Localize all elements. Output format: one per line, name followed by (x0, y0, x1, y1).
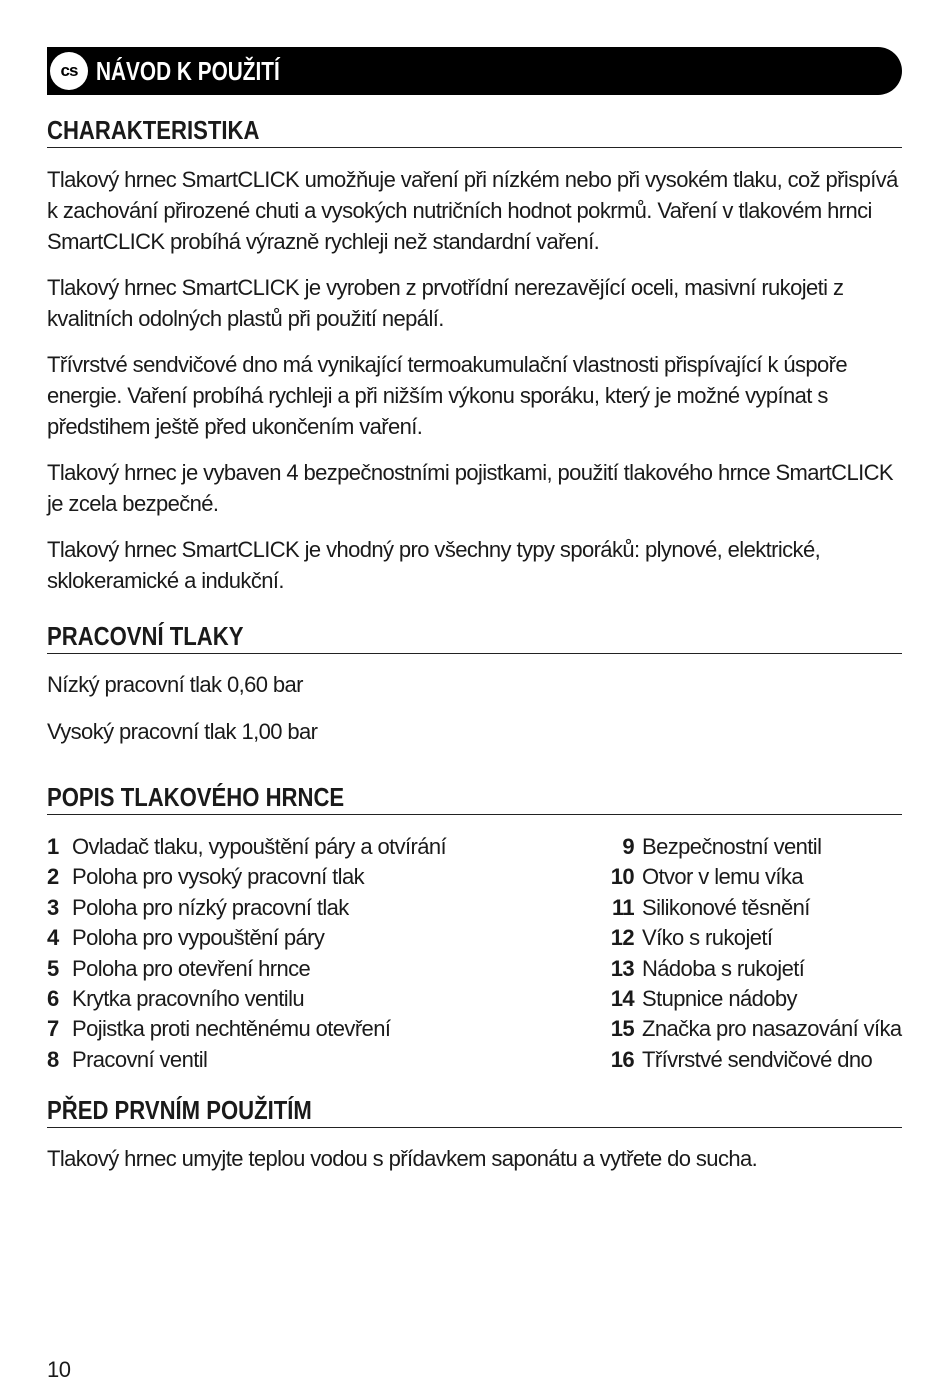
characteristics-paragraph-4: Tlakový hrnec je vybaven 4 bezpečnostními pojistkami, použití tlakového hrnce SmartCLICK je zcela bezpečné. (47, 460, 893, 516)
low-pressure-text: Nízký pracovní tlak 0,60 bar (47, 672, 303, 697)
list-item: 12 Víko s rukojetí (610, 925, 773, 951)
list-item: 15 Značka pro nasazování víka (610, 1016, 902, 1042)
banner-title: NÁVOD K POUŽITÍ (96, 55, 280, 86)
first-use-text: Tlakový hrnec umyjte teplou vodou s přídavkem saponátu a vytřete do sucha. (47, 1146, 758, 1172)
high-pressure-text: Vysoký pracovní tlak 1,00 bar (47, 719, 318, 744)
list-item: 2 Poloha pro vysoký pracovní tlak (47, 864, 364, 890)
list-item: 8 Pracovní ventil (47, 1046, 208, 1072)
list-item: 5 Poloha pro otevření hrnce (47, 955, 311, 981)
document-page (47, 47, 902, 1174)
title-banner (47, 47, 902, 95)
parts-column-right (597, 832, 902, 1075)
list-item: 11 Silikonové těsnění (611, 894, 810, 920)
list-item: 13 Nádoba s rukojetí (610, 955, 805, 981)
list-item: 10 Otvor v lemu víka (610, 864, 803, 890)
characteristics-paragraph-1: Tlakový hrnec SmartCLICK umožňuje vaření při nízkém nebo při vysokém tlaku, což přispívá k zachování přirozené chuti a vysokých nutričních hodnot pokrmů. Vaření v tlakovém hrnci SmartCLICK probíhá výrazně rychleji než standardní vaření. (47, 167, 898, 254)
heading-first-use: PŘED PRVNÍM POUŽITÍM (47, 1094, 902, 1128)
list-item: 14 Stupnice nádoby (610, 986, 797, 1012)
heading-characteristics: CHARAKTERISTIKA (47, 114, 902, 148)
characteristics-paragraph-2: Tlakový hrnec SmartCLICK je vyroben z prvotřídní nerezavějící oceli, masivní rukojeti z kvalitních odolných plastů při použití nepálí. (47, 275, 844, 331)
list-item: 3 Poloha pro nízký pracovní tlak (47, 894, 349, 920)
characteristics-paragraph-3: Třívrstvé sendvičové dno má vynikající termoakumulační vlastnosti přispívající k úspoře energie. Vaření probíhá rychleji a při nižším výkonu sporáku, který je možné vypínat s předstihem ještě před ukončením vaření. (47, 352, 848, 439)
language-badge: cs (50, 52, 88, 90)
list-item: 4 Poloha pro vypouštění páry (47, 925, 325, 951)
list-item: 6 Krytka pracovního ventilu (47, 986, 305, 1012)
list-item: 1 Ovladač tlaku, vypouštění páry a otvírání (47, 834, 447, 859)
heading-pressures: PRACOVNÍ TLAKY (47, 620, 902, 654)
parts-column-left (47, 832, 597, 1075)
page-number: 10 (47, 1357, 71, 1382)
characteristics-paragraph-5: Tlakový hrnec SmartCLICK je vhodný pro všechny typy sporáků: plynové, elektrické, sklokeramické a indukční. (47, 537, 821, 593)
list-item: 16 Třívrstvé sendvičové dno (610, 1046, 873, 1072)
heading-description: POPIS TLAKOVÉHO HRNCE (47, 781, 902, 815)
parts-list (47, 832, 902, 1075)
list-item: 7 Pojistka proti nechtěnému otevření (47, 1016, 391, 1042)
list-item: 9 Bezpečnostní ventil (622, 834, 822, 859)
